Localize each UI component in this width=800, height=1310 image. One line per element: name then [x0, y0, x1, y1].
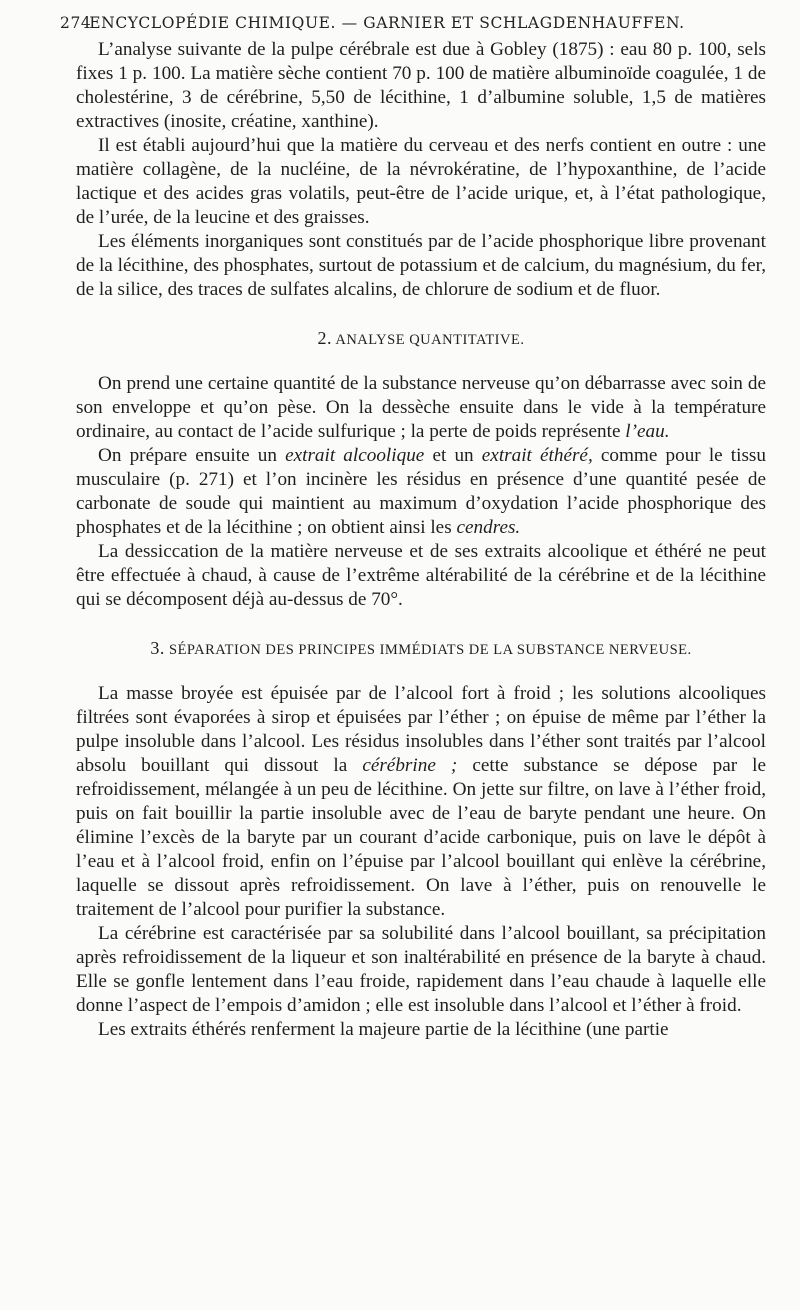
text-run: et un	[424, 445, 482, 466]
text-run: comme pour le tissu musculaire (p. 271) et l’on incinère les résidus en présence d’une quantité pesée de carbonate de soude qui maintient au maximum d’oxydation l’acide phosphorique des phosphates et de la lécithine ; on obtient ainsi les	[76, 445, 766, 538]
italic-term: extrait alcoolique	[285, 445, 425, 466]
text-run: La masse broyée est épuisée par de l’alcool fort à froid ; les solutions alcooliques filtrées sont évaporées à sirop et épuisées par l’éther ; on épuise de même par l’éther la pulpe insoluble dans l’alcool. Les résidus insolubles dans l’éther sont traités par l’alcool absolu bouillant qui dissout la	[76, 683, 766, 776]
section-number: 2.	[317, 328, 333, 348]
section-heading-quantitative	[76, 326, 766, 352]
paragraph-cerebrine-properties: La cérébrine est caractérisée par sa solubilité dans l’alcool bouillant, sa précipitation après refroidissement de la liqueur et son inaltérabilité en présence de la baryte à chaud. Elle se gonfle lentement dans l’eau froide, rapidement dans l’eau chaude à laquelle elle donne l’aspect de l’empois d’amidon ; elle est insoluble dans l’alcool et l’éther à froid.	[76, 923, 766, 1016]
page-header	[60, 14, 714, 36]
section-title: ANALYSE QUANTITATIVE.	[335, 332, 525, 348]
section-title: SÉPARATION DES PRINCIPES IMMÉDIATS DE LA SUBSTANCE NERVEUSE.	[169, 642, 692, 658]
paragraph-extraction-procedure	[76, 682, 766, 922]
section-number: 3.	[150, 638, 165, 658]
text-run: On prend une certaine quantité de la substance nerveuse qu’on débarrasse avec soin de son enveloppe et qu’on pèse. On la dessèche ensuite dans le vide à la température ordinaire, au contact de l’acide sulfurique ; la perte de poids représente	[76, 373, 766, 442]
paragraph-inorganic-elements: Les éléments inorganiques sont constitués par de l’acide phosphorique libre provenant de la lécithine, des phosphates, surtout de potassium et de calcium, du magnésium, du fer, de la silice, des traces de sulfates alcalins, de chlorure de sodium et de fluor.	[76, 231, 766, 300]
text-run: cette substance se dépose par le refroidissement, mélangée à un peu de lécithine. On jette sur filtre, on lave à l’éther froid, puis on fait bouillir la partie insoluble avec de l’eau de baryte pendant une heure. On élimine l’excès de la baryte par un courant d’acide carbonique, puis on lave le dépôt à l’eau et à l’alcool froid, enfin on l’épuise par l’alcool bouillant qui enlève la cérébrine, laquelle se dissout après refroidissement. On lave à l’éther, puis on renouvelle le traitement de l’alcool pour purifier la substance.	[76, 755, 766, 920]
running-title: ENCYCLOPÉDIE CHIMIQUE. — GARNIER ET SCHLAGDENHAUFFEN.	[89, 14, 685, 32]
text-run: On prépare ensuite un	[98, 445, 286, 466]
paragraph-desiccation: La dessiccation de la matière nerveuse et de ses extraits alcoolique et éthéré ne peut être effectuée à chaud, à cause de l’extrême altérabilité de la cérébrine et de la lécithine qui se décomposent déjà au-dessus de 70°.	[76, 541, 766, 610]
paragraph-water-determination	[76, 372, 766, 444]
paragraph-ether-extracts: Les extraits éthérés renferment la majeure partie de la lécithine (une partie	[98, 1019, 669, 1040]
italic-term: extrait éthéré,	[481, 445, 593, 466]
italic-term: cendres.	[456, 517, 521, 538]
paragraph-brain-matter: Il est établi aujourd’hui que la matière du cerveau et des nerfs contient en outre : une matière collagène, de la nucléine, de la névrokératine, de l’hypoxanthine, de l’acide lactique et des acides gras volatils, peut-être de l’acide urique, et, à l’état pathologique, de l’urée, de la leucine et des graisses.	[76, 135, 766, 228]
section-heading-separation	[76, 636, 766, 662]
paragraph-extracts	[76, 444, 766, 540]
italic-term: cérébrine ;	[362, 755, 458, 776]
paragraph-gobley-analysis: L’analyse suivante de la pulpe cérébrale est due à Gobley (1875) : eau 80 p. 100, sels fixes 1 p. 100. La matière sèche contient 70 p. 100 de matière albuminoïde coagulée, 1 de cholestérine, 3 de cérébrine, 5,50 de lécithine, 1 d’albumine soluble, 1,5 de matières extractives (inosite, créatine, xanthine).	[76, 39, 766, 132]
page-number: 274	[60, 14, 92, 32]
italic-term: l’eau.	[625, 421, 670, 442]
page-body	[76, 38, 766, 1042]
